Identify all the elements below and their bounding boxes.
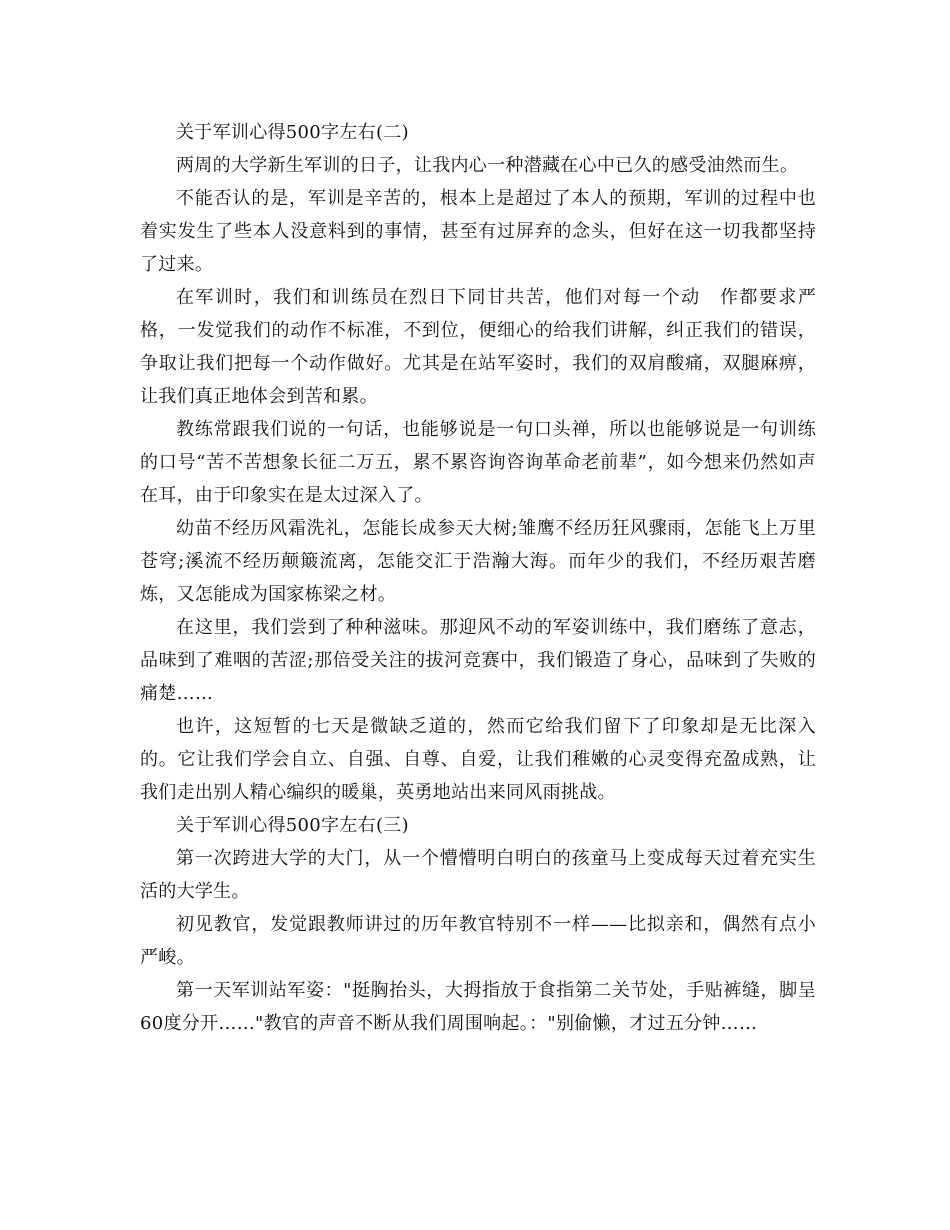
paragraph: 第一次跨进大学的大门，从一个懵懵明白明白的孩童马上变成每天过着充实生活的大学生。 <box>140 848 816 902</box>
paragraph: 初见教官，发觉跟教师讲过的历年教官特别不一样——比拟亲和，偶然有点小严峻。 <box>140 914 816 968</box>
paragraph: 两周的大学新生军训的日子，让我内心一种潜藏在心中已久的感受油然而生。 <box>176 155 799 176</box>
paragraph: 不能否认的是，军训是辛苦的，根本上是超过了本人的预期，军训的过程中也着实发生了些本人没意料到的事情，甚至有过屏弃的念头，但好在这一切我都坚持了过来。 <box>140 188 816 275</box>
paragraph: 教练常跟我们说的一句话，也能够说是一句口头禅，所以也能够说是一句训练的口号“苦不苦想象长征二万五，累不累咨询咨询革命老前辈”，如今想来仍然如声在耳，由于印象实在是太过深入了。 <box>140 419 816 506</box>
document-body <box>140 116 816 1040</box>
paragraph: 也许，这短暂的七天是微缺乏道的，然而它给我们留下了印象却是无比深入的。它让我们学会自立、自强、自尊、自爱，让我们稚嫩的心灵变得充盈成熟，让我们走出别人精心编织的暖巢，英勇地站出来同风雨挑战。 <box>140 716 816 803</box>
paragraph: 第一天军训站军姿："挺胸抬头，大拇指放于食指第二关节处，手贴裤缝，脚呈60度分开……"教官的声音不断从我们周围响起。："别偷懒，才过五分钟…… <box>140 980 816 1034</box>
section-heading-2: 关于军训心得500字左右(二) <box>176 122 409 143</box>
paragraph: 在这里，我们尝到了种种滋味。那迎风不动的军姿训练中，我们磨练了意志，品味到了难咽的苦涩;那倍受关注的拔河竞赛中，我们锻造了身心，品味到了失败的痛楚…… <box>140 617 816 704</box>
section-heading-3: 关于军训心得500字左右(三) <box>176 815 409 836</box>
paragraph: 在军训时，我们和训练员在烈日下同甘共苦，他们对每一个动 作都要求严格，一发觉我们的动作不标准，不到位，便细心的给我们讲解，纠正我们的错误，争取让我们把每一个动作做好。尤其是在站军姿时，我们的双肩酸痛，双腿麻痹，让我们真正地体会到苦和累。 <box>140 287 816 407</box>
paragraph: 幼苗不经历风霜洗礼，怎能长成参天大树;雏鹰不经历狂风骤雨，怎能飞上万里苍穹;溪流不经历颠簸流离，怎能交汇于浩瀚大海。而年少的我们，不经历艰苦磨炼，又怎能成为国家栋梁之材。 <box>140 518 816 605</box>
